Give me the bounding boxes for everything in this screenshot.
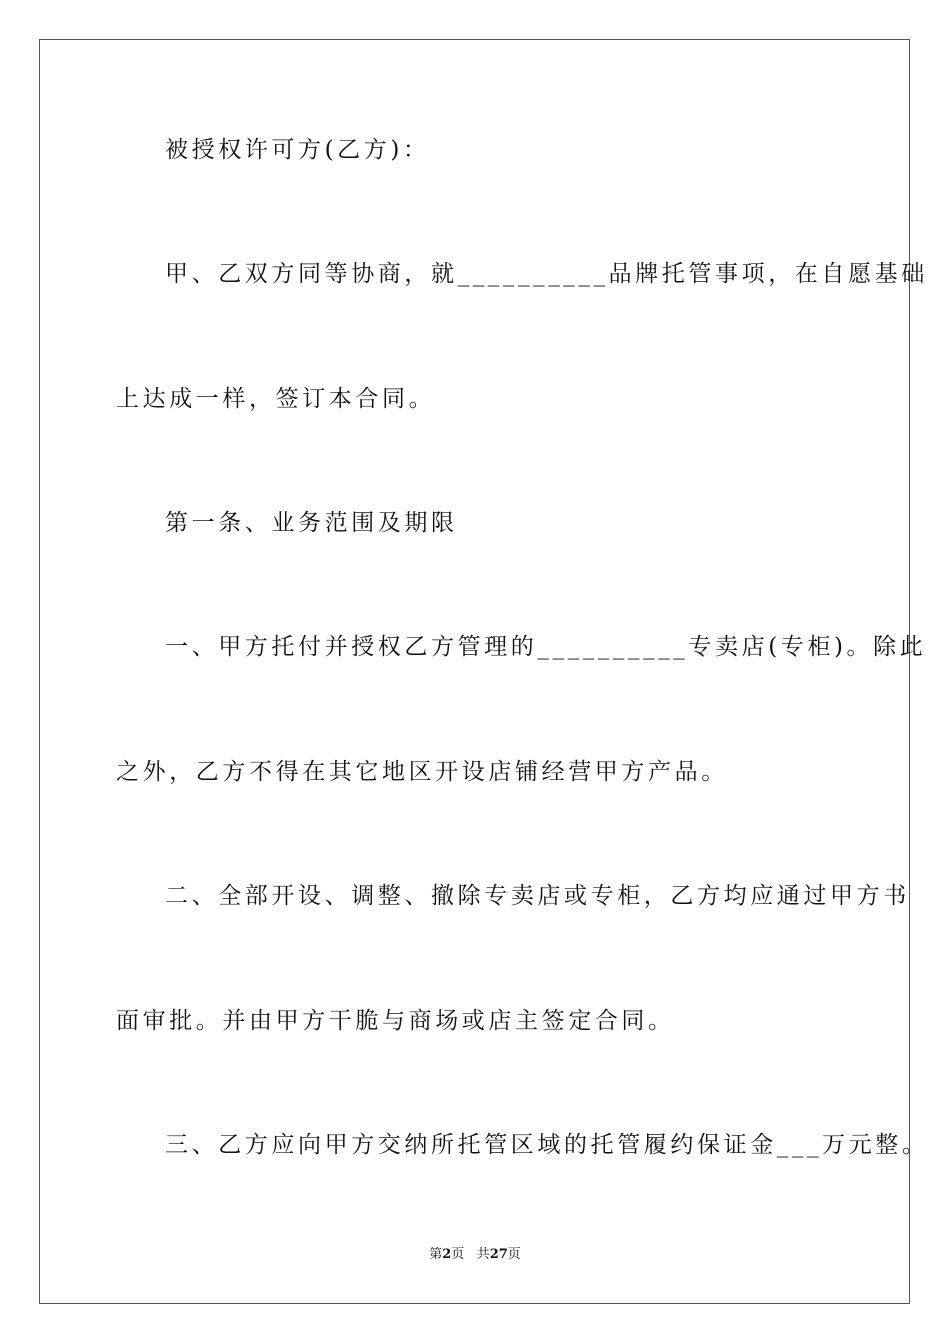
paragraph-line: 上达成一样，签订本合同。 [116, 386, 436, 412]
page-current: 2 [442, 1247, 452, 1262]
section-heading: 第一条、业务范围及期限 [165, 510, 458, 536]
party-b-label: 被授权许可方(乙方)： [165, 137, 430, 163]
page-total: 27 [489, 1247, 508, 1262]
paragraph-line: 二、全部开设、调整、撤除专卖店或专柜，乙方均应通过甲方书 [165, 883, 910, 909]
page-border [39, 39, 910, 1304]
total-suffix: 页 [507, 1247, 521, 1262]
page-suffix: 页 [451, 1247, 465, 1262]
paragraph-line: 甲、乙双方同等协商，就__________品牌托管事项，在自愿基础 [165, 261, 928, 287]
paragraph-line: 面审批。并由甲方干脆与商场或店主签定合同。 [116, 1008, 675, 1034]
total-prefix: 共 [476, 1247, 490, 1262]
paragraph-line: 三、乙方应向甲方交纳所托管区域的托管履约保证金___万元整。 [165, 1132, 929, 1158]
paragraph-line: 一、甲方托付并授权乙方管理的__________专卖店(专柜)。除此 [165, 634, 927, 660]
paragraph-line: 之外，乙方不得在其它地区开设店铺经营甲方产品。 [116, 759, 728, 785]
page-footer [0, 1246, 950, 1264]
page-prefix: 第 [429, 1247, 443, 1262]
